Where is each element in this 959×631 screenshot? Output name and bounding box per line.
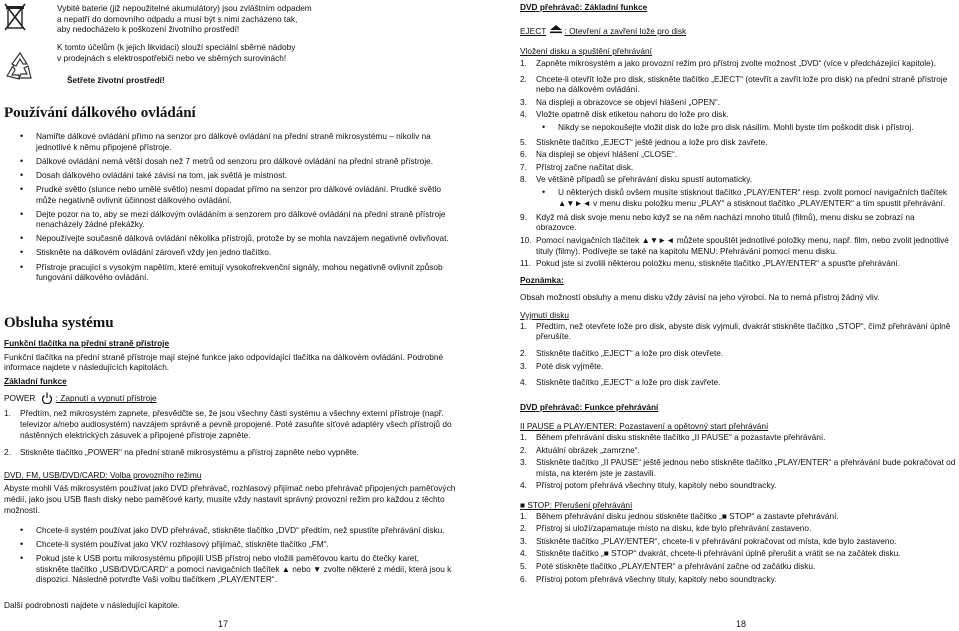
- power-icon: [40, 392, 54, 404]
- list-item: 2. Aktuální obrázek „zamrzne“.: [520, 444, 640, 455]
- list-item: 3. Stiskněte tlačítko „PLAY/ENTER“, chcete-li v přehrávání pokračovat od místa, kde bylo zastaveno.: [520, 535, 897, 546]
- list-item: 1. Předtím, než otevřete lože pro disk, abyste disk vyjmuli, dvakrát stiskněte tlačítko „STOP“, čímž přehrávání úplně přerušíte.: [520, 320, 951, 342]
- page-number: 18: [736, 619, 747, 629]
- list-item: • Stiskněte na dálkovém ovládání zároveň vždy jen jedno tlačítko.: [14, 247, 454, 258]
- list-item: 4. Stiskněte tlačítko „EJECT“ a lože pro disk zavřete.: [520, 377, 721, 388]
- pause-steps: [520, 432, 956, 491]
- list-item: 9. Když má disk svoje menu nebo když se na něm nachází mnoho titulů (filmů), menu disku se zobrazí na obrazovce.: [520, 211, 915, 233]
- disposal-info: [57, 42, 467, 63]
- battery-line-1: Vybité baterie (již nepoužitelné akumulátory) jsou zvláštním odpadem: [57, 3, 312, 13]
- list-item: 2. Chcete-li otevřít lože pro disk, stiskněte tlačítko „EJECT“ (otevřít a zavřít lože pro disk) na přední straně přístroje nebo na dálkovém ovládání.: [520, 73, 948, 95]
- list-item: 4. Stiskněte tlačítko „■ STOP“ dvakrát, chcete-li přehrávání úplně přerušit a vrátit se na začátek disku.: [520, 548, 901, 559]
- list-item: 8. Ve většině případů se přehrávání disku spustí automaticky.: [520, 174, 753, 185]
- remote-heading: Používání dálkového ovládání: [4, 105, 196, 121]
- remote-bullets: [14, 131, 454, 286]
- list-item: 3. Poté disk vyjměte.: [520, 360, 604, 371]
- list-item: • Dálkové ovládání nemá větší dosah než 7 metrů od senzoru pro dálkové ovládání na přední straně přístroje.: [14, 156, 454, 167]
- list-item: • Pokud jste k USB portu mikrosystému připojili USB přístroj nebo vložili paměťovou kartu do čtečky karet, stiskněte tlačítko „USB/DVD/CARD“ a pomocí navigačních tlačítek ▲ nebo ▼ zvolte některé z médií, která jsou k dispozici. Následně potvrďte Vaši volbu tlačítkem „PLAY/ENTER“.: [14, 553, 454, 585]
- note-text: Obsah možností obsluhy a menu disku vždy závisí na jeho výrobci. Na to nemá přístroj žádný vliv.: [520, 292, 880, 303]
- list-item: 1. Zapněte mikrosystém a jako provozní režim pro přístroj zvolte možnost „DVD“ (více v předcházející kapitole).: [520, 58, 936, 68]
- dvd-func-heading: DVD přehrávač: Funkce přehrávání: [520, 401, 659, 412]
- insert-steps-b: [520, 137, 956, 185]
- battery-line-3: aby nedocházelo k poškození životního prostředí!: [57, 24, 240, 35]
- list-item: 1. Předtím, než mikrosystém zapnete, přesvědčte se, že jsou všechny části systému a všechny externí přístroje (např. televizor a/nebo audiosystém) navzájem správně a pevně propojené. Poté zasuňte síťové adaptéry všech přístrojů do nástěnných elektrických zásuvek a připojené přístroje zapněte.: [4, 408, 452, 440]
- list-item: 1. Během přehrávání disku stiskněte tlačítko „II PAUSE“ a pozastavte přehrávání.: [520, 431, 826, 442]
- eject-line: [520, 24, 686, 37]
- list-item: 5. Poté stiskněte tlačítko „PLAY/ENTER“ a přehrávání začne od začátku disku.: [520, 561, 816, 572]
- list-item: 11. Pokud jste si zvolili některou položku menu, stiskněte tlačítko „PLAY/ENTER“ a spusťte přehrávání.: [520, 258, 901, 269]
- power-line: [4, 392, 460, 404]
- list-item: • Nikdy se nepokoušejte vložit disk do lože pro disk násilím. Mohli byste tím poškodit disk i přístroj.: [536, 122, 956, 133]
- front-keys-text: Funkční tlačítka na přední straně přístroje mají stejné funkce jako odpovídající tlačítka na dálkovém ovládání. Podrobné informace najdete v následujících kapitolách.: [4, 351, 444, 373]
- list-item: 3. Na displeji a obrazovce se objeví hlášení „OPEN“.: [520, 96, 721, 107]
- battery-disposal-icon: [4, 2, 26, 32]
- list-item: • Dosah dálkového ovládání také závisí na tom, jak světlá je místnost.: [14, 170, 454, 181]
- front-keys-section: [4, 338, 460, 515]
- page-number: 17: [218, 619, 229, 629]
- insert-heading: Vložení disku a spuštění přehrávání: [520, 46, 652, 56]
- list-item: 2. Stiskněte tlačítko „POWER“ na přední straně mikrosystému a přístroj zapněte nebo vypněte.: [4, 447, 359, 458]
- battery-line-2: a nepatří do domovního odpadu a musí být s nimi zacházeno tak,: [57, 13, 298, 24]
- list-item: 6. Na displeji se objeví hlášení „CLOSE“.: [520, 149, 678, 160]
- basic-heading: Základní funkce: [4, 375, 67, 386]
- step8-bullet: [536, 187, 956, 208]
- eject-icon: [549, 24, 563, 34]
- remove-steps: [520, 321, 956, 388]
- list-item: • Chcete-li systém používat jako VKV rozhlasový přijímač, stiskněte tlačítko „FM“.: [14, 539, 454, 550]
- recycling-icon: [3, 50, 37, 82]
- note-heading: Poznámka:: [520, 274, 564, 285]
- mode-text: Abyste mohli Váš mikrosystém používat jako DVD přehrávač, rozhlasový přijímač nebo přehrávač připojených paměťových médií, jako jsou USB flash disky nebo paměťové karty, musíte vždy nastavit správný provozní režim pro každou z těchto možností.: [4, 483, 456, 515]
- insert-section: [520, 58, 956, 586]
- power-desc: : Zapnutí a vypnutí přístroje: [55, 393, 157, 404]
- list-item: 1. Během přehrávání disku jednou stiskněte tlačítko „■ STOP“ a zastavte přehrávání.: [520, 510, 839, 521]
- list-item: • Chcete-li systém používat jako DVD přehrávač, stiskněte tlačítko „DVD“ předtím, než spustíte přehrávání disku.: [14, 525, 454, 536]
- list-item: • U některých disků ovšem musíte stisknout tlačítko „PLAY/ENTER“ resp. zvolit pomocí navigačních tlačítek ▲▼►◄ v menu disku položku menu „PLAY“ a stisknout tlačítko „PLAY/ENTER“ a tím spustit přehrávání.: [536, 187, 956, 208]
- list-item: • Prudké světlo (slunce nebo umělé světlo) nesmí dopadat přímo na senzor pro dálkové ovládání. Prudké světlo může negativně ovlivnit účinnost dálkového ovládání.: [14, 184, 454, 205]
- list-item: 5. Stiskněte tlačítko „EJECT“ ještě jednou a lože pro disk zavřete.: [520, 136, 768, 147]
- list-item: • Přístroje pracující s vysokým napětím, které emitují vysokofrekvenční signály, mohou negativně ovlivnit způsob fungování dálkového ovládání.: [14, 262, 454, 283]
- stop-steps: [520, 511, 956, 585]
- list-item: 6. Přístroj potom přehrává všechny tituly, kapitoly nebo soundtracky.: [520, 573, 777, 584]
- step4-bullet: [536, 122, 956, 133]
- closing-text: Další podrobnosti najdete v následující kapitole.: [4, 600, 180, 610]
- list-item: 4. Vložte opatrně disk etiketou nahoru do lože pro disk.: [520, 109, 729, 120]
- eco-note: Šetřete životní prostředí!: [67, 75, 165, 85]
- eject-desc: : Otevření a zavření lože pro disk: [564, 26, 687, 36]
- remove-heading: Vyjmutí disku: [520, 310, 570, 321]
- battery-warning: [57, 3, 467, 35]
- list-item: 2. Stiskněte tlačítko „EJECT“ a lože pro disk otevřete.: [520, 347, 724, 358]
- disposal-line-2: v prodejnách s elektrospotřebiči nebo ve sběrných surovinách!: [57, 52, 287, 63]
- mode-bullets: [14, 525, 454, 589]
- list-item: 10. Pomocí navigačních tlačítek ▲▼►◄ můžete spouštět jednotlivé položky menu, např. film, nebo zvolit jednotlivé tituly (filmy). Podívejte se také na kapitolu MENU: Přehrávání pomocí menu disku.: [520, 235, 949, 256]
- mode-heading: DVD, FM, USB/DVD/CARD: Volba provozního režimu: [4, 469, 202, 480]
- front-keys-heading: Funkční tlačítka na přední straně přístroje: [4, 338, 170, 348]
- insert-steps-a: [520, 58, 956, 120]
- list-item: • Dejte pozor na to, aby se mezi dálkovým ovládáním a senzorem pro dálkové ovládání na přední straně přístroje nenacházely žádné překážky.: [14, 209, 454, 230]
- power-label: POWER: [4, 393, 36, 404]
- disposal-line-1: K tomto účelům (k jejich likvidaci) slouží speciální sběrné nádoby: [57, 42, 296, 52]
- eject-label: EJECT: [520, 26, 547, 36]
- pause-heading: II PAUSE a PLAY/ENTER: Pozastavení a opětovný start přehrávání: [520, 421, 769, 432]
- stop-heading: ■ STOP: Přerušení přehrávání: [520, 500, 633, 510]
- insert-steps-c: [520, 212, 956, 269]
- system-heading: Obsluha systému: [4, 315, 114, 331]
- list-item: • Nepoužívejte současně dálková ovládání několika přístrojů, protože by se mohla navzájem negativně ovlivňovat.: [14, 233, 454, 244]
- dvd-basic-heading: DVD přehrávač: Základní funkce: [520, 2, 648, 12]
- list-item: 4. Přístroj potom přehrává všechny tituly, kapitoly nebo soundtracky.: [520, 480, 777, 491]
- list-item: 2. Přístroj si uloží/zapamatuje místo na disku, kde bylo přehrávání zastaveno.: [520, 523, 812, 534]
- list-item: 7. Přístroj začne načítat disk.: [520, 161, 634, 172]
- list-item: • Namiřte dálkové ovládání přímo na senzor pro dálkové ovládání na přední straně mikrosystému – nikoliv na jednotlivé k němu připojené přístroje.: [14, 131, 454, 152]
- list-item: 3. Stiskněte tlačítko „II PAUSE“ ještě jednou nebo stiskněte tlačítko „PLAY/ENTER“ a přehrávání bude pokračovat od místa, na kterém jste je zastavili.: [520, 457, 956, 478]
- basic-steps: [4, 408, 460, 457]
